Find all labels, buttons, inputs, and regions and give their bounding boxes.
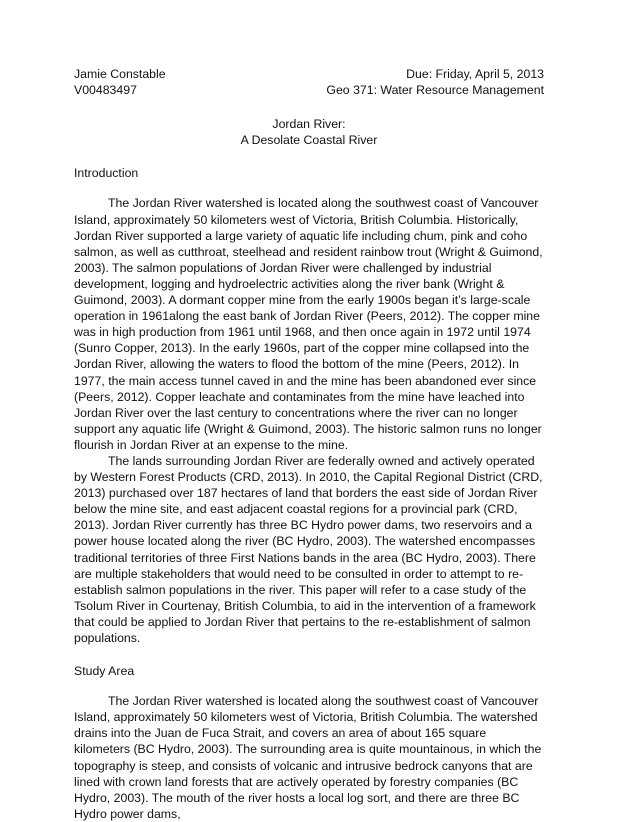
author-name: Jamie Constable bbox=[74, 67, 166, 81]
section-heading: Study Area bbox=[74, 664, 135, 679]
section-heading: Introduction bbox=[74, 166, 139, 181]
paragraph: The Jordan River watershed is located along the southwest coast of Vancouver Island, approximately 50 kilometers west of Victoria, British Columbia. The watershed drains into the Juan de Fuca Strait, and covers an area of about 165 square kilometers (BC Hydro, 2003). The surrounding area is quite mountainous, in which the topography is steep, and consists of volcanic and intrusive bedrock canyons that are lined with crown land forests that are actively operated by forestry companies (BC Hydro, 2003). The mouth of the river hosts a local log sort, and there are three BC Hydro power dams, bbox=[74, 694, 542, 821]
title-line-1: Jordan River: bbox=[272, 117, 346, 132]
header-row-1 bbox=[74, 66, 544, 82]
title-line-2: A Desolate Coastal River bbox=[240, 133, 378, 148]
paragraph: The lands surrounding Jordan River are federally owned and actively operated by Western Forest Products (CRD, 2013). In 2010, the Capital Regional District (CRD, 2013) purchased over 187 hectares of land that borders the east side of Jordan River below the mine site, and east adjacent coastal regions for a provincial park (CRD, 2013). Jordan River currently has three BC Hydro power dams, two reservoirs and a power house located along the river (BC Hydro, 2003). The watershed encompasses traditional territories of three First Nations bands in the area (BC Hydro, 2003). There are multiple stakeholders that would need to be consulted in order to attempt to re-establish salmon populations in the river. This paper will refer to a case study of the Tsolum River in Courtenay, British Columbia, to aid in the intervention of a framework that could be applied to Jordan River that pertains to the re-establishment of salmon populations. bbox=[74, 453, 543, 645]
header-row-2 bbox=[74, 82, 544, 98]
paragraph: The Jordan River watershed is located along the southwest coast of Vancouver Island, approximately 50 kilometers west of Victoria, British Columbia. Historically, Jordan River supported a large variety of aquatic life including chum, pink and coho salmon, as well as cutthroat, steelhead and resident rainbow trout (Wright & Guimond, 2003). The salmon populations of Jordan River were challenged by industrial development, logging and hydroelectric activities along the river bank (Wright & Guimond, 2003). A dormant copper mine from the early 1900s began it’s large-scale operation in 1961along the east bank of Jordan River (Peers, 2012). The copper mine was in high production from 1961 until 1968, and then once again in 1972 until 1974 (Sunro Copper, 2013). In the early 1960s, part of the copper mine collapsed into the Jordan River, allowing the waters to flood the bottom of the mine (Peers, 2012). In 1977, the main access tunnel caved in and the mine has been abandoned ever since (Peers, 2012). Copper leachate and contaminates from the mine have leached into Jordan River over the last century to concentrations where the river can no longer support any aquatic life (Wright & Guimond, 2003). The historic salmon runs no longer flourish in Jordan River at an expense to the mine. bbox=[74, 196, 543, 452]
section-introduction bbox=[74, 165, 544, 646]
document-title bbox=[74, 116, 544, 148]
section-study-area bbox=[74, 663, 544, 822]
student-id: V00483497 bbox=[74, 83, 137, 98]
due-date: Due: Friday, April 5, 2013 bbox=[406, 67, 544, 81]
course-name: Geo 371: Water Resource Management bbox=[326, 83, 544, 98]
